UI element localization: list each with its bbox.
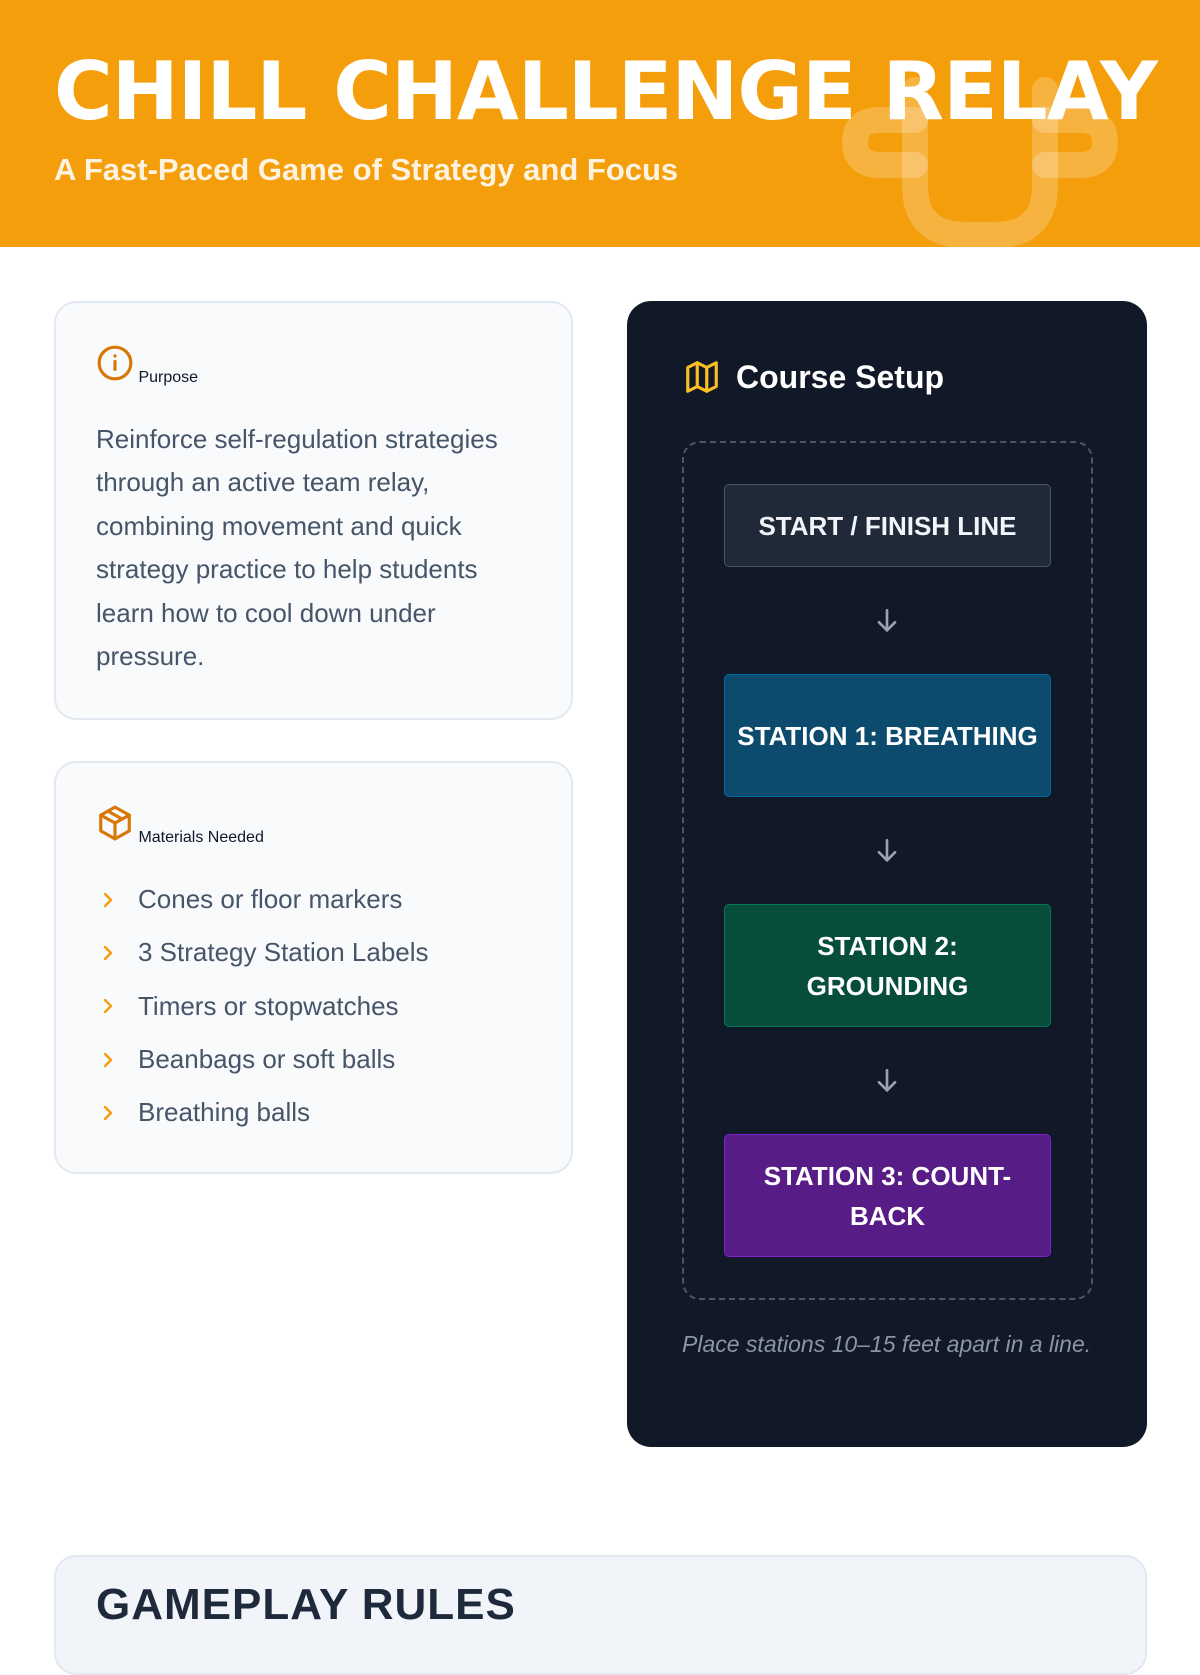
material-label: Beanbags or soft balls: [138, 1044, 396, 1075]
chevron-right-icon: [100, 1050, 138, 1070]
station-2-grounding: STATION 2: GROUNDING: [724, 904, 1051, 1027]
start-finish-line: START / FINISH LINE: [724, 484, 1051, 567]
list-item: [100, 873, 429, 926]
list-item: [100, 926, 429, 979]
map-icon: [682, 357, 722, 397]
purpose-title: Purpose: [138, 369, 199, 386]
material-label: Timers or stopwatches: [138, 990, 399, 1021]
gameplay-rules-title: GAMEPLAY RULES: [96, 1580, 516, 1629]
arrow-down-icon: [871, 1065, 903, 1097]
list-item: [100, 980, 429, 1033]
chevron-right-icon: [100, 943, 138, 963]
course-heading: [682, 357, 944, 397]
chevron-right-icon: [100, 1103, 138, 1123]
course-note: Place stations 10–15 feet apart in a line.: [682, 1331, 1092, 1357]
page-subtitle: A Fast-Paced Game of Strategy and Focus: [54, 152, 679, 187]
materials-title: Materials Needed: [138, 829, 264, 846]
materials-heading: [96, 804, 264, 847]
material-label: Breathing balls: [138, 1097, 310, 1128]
station-3-count-back: STATION 3: COUNT-BACK: [724, 1134, 1051, 1257]
arrow-down-icon: [871, 605, 903, 637]
page-title: CHILL CHALLENGE RELAY: [54, 45, 1157, 138]
course-title: Course Setup: [736, 358, 945, 395]
chevron-right-icon: [100, 996, 138, 1016]
chevron-right-icon: [100, 890, 138, 910]
info-circle-icon: [96, 369, 138, 386]
list-item: [100, 1033, 429, 1086]
arrow-down-icon: [871, 835, 903, 867]
purpose-text: Reinforce self-regulation strategies through an active team relay, combining movement and quick strategy practice to help students learn how to cool down under pressure.: [96, 424, 498, 672]
page-header: [0, 0, 1200, 247]
material-label: Cones or floor markers: [138, 884, 403, 915]
list-item: [100, 1086, 429, 1139]
package-icon: [96, 829, 138, 846]
station-1-breathing: STATION 1: BREATHING: [724, 674, 1051, 797]
material-label: 3 Strategy Station Labels: [138, 937, 429, 968]
materials-list: [100, 873, 429, 1139]
purpose-heading: [96, 344, 198, 387]
